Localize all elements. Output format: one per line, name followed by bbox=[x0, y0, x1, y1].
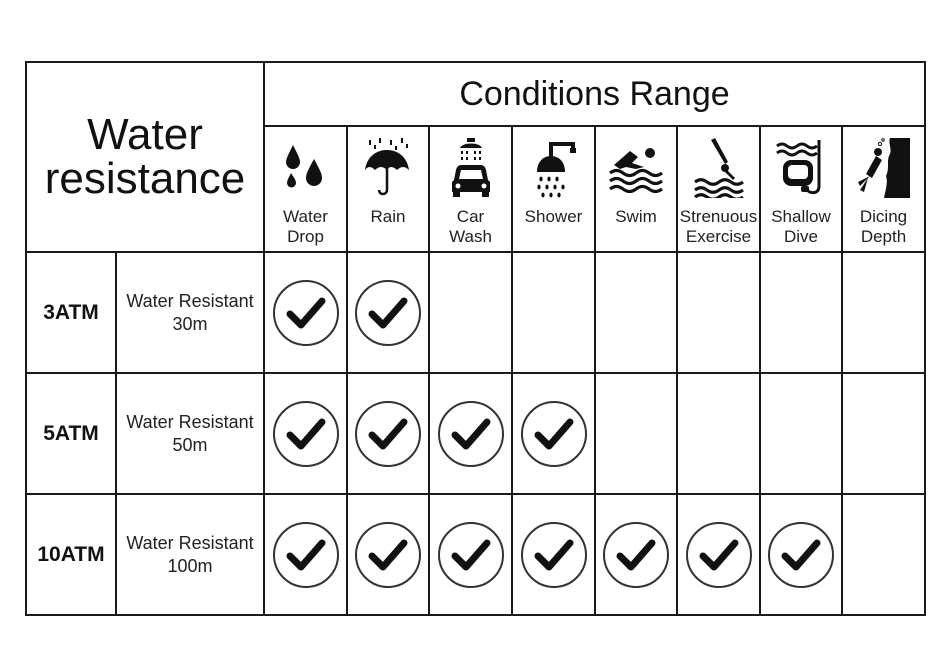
checkmark-icon bbox=[348, 400, 428, 468]
condition-label: Water bbox=[283, 207, 328, 226]
condition-cell bbox=[760, 252, 842, 373]
condition-cell bbox=[429, 373, 512, 494]
condition-label: Shower bbox=[524, 207, 583, 226]
table-title bbox=[26, 62, 264, 252]
rating-description bbox=[116, 494, 264, 615]
condition-label: Swim bbox=[615, 207, 657, 226]
checkmark-icon bbox=[265, 400, 346, 468]
water-resistance-table bbox=[25, 61, 926, 616]
checkmark-icon bbox=[348, 279, 428, 347]
atm-rating: 5ATM bbox=[26, 373, 116, 494]
condition-label: Dive bbox=[783, 227, 818, 246]
condition-cell bbox=[347, 373, 429, 494]
condition-cell bbox=[512, 373, 595, 494]
condition-label: Wash bbox=[449, 227, 492, 246]
checkmark-icon bbox=[513, 521, 594, 589]
condition-cell bbox=[842, 494, 925, 615]
condition-label: Dicing bbox=[859, 207, 908, 226]
rating-description bbox=[116, 373, 264, 494]
condition-car-wash bbox=[429, 126, 512, 252]
checkmark-icon bbox=[348, 521, 428, 589]
condition-swim bbox=[595, 126, 677, 252]
condition-cell bbox=[264, 252, 347, 373]
condition-shower bbox=[512, 126, 595, 252]
condition-label: Car bbox=[456, 207, 485, 226]
condition-cell bbox=[760, 494, 842, 615]
condition-label: Depth bbox=[860, 227, 907, 246]
description-line-2: 100m bbox=[167, 555, 213, 576]
condition-cell bbox=[347, 252, 429, 373]
condition-cell bbox=[760, 373, 842, 494]
rating-row bbox=[26, 373, 925, 494]
snorkel-mask-icon bbox=[773, 138, 829, 198]
condition-cell bbox=[512, 252, 595, 373]
condition-label: Strenuous bbox=[679, 207, 758, 226]
condition-label: Drop bbox=[287, 227, 324, 246]
condition-shallow-dive bbox=[760, 126, 842, 252]
condition-label: Exercise bbox=[685, 227, 752, 246]
condition-cell bbox=[677, 494, 760, 615]
description-line-1: Water Resistant bbox=[126, 532, 254, 553]
condition-cell bbox=[429, 252, 512, 373]
checkmark-icon bbox=[265, 521, 346, 589]
condition-strenuous-exercise bbox=[677, 126, 760, 252]
condition-cell bbox=[842, 252, 925, 373]
atm-rating: 3ATM bbox=[26, 252, 116, 373]
checkmark-icon bbox=[430, 521, 511, 589]
diver-jump-icon bbox=[691, 138, 747, 198]
water-drop-icon bbox=[281, 143, 331, 193]
condition-cell bbox=[842, 373, 925, 494]
swimmer-icon bbox=[608, 143, 664, 193]
condition-cell bbox=[512, 494, 595, 615]
condition-cell bbox=[677, 373, 760, 494]
rating-row bbox=[26, 494, 925, 615]
condition-water-drop bbox=[264, 126, 347, 252]
condition-cell bbox=[347, 494, 429, 615]
condition-cell bbox=[595, 494, 677, 615]
condition-cell bbox=[595, 373, 677, 494]
condition-cell bbox=[264, 494, 347, 615]
condition-rain bbox=[347, 126, 429, 252]
title-line-2: resistance bbox=[44, 154, 246, 203]
title-line-1: Water bbox=[87, 110, 203, 159]
umbrella-icon bbox=[363, 138, 413, 198]
checkmark-icon bbox=[430, 400, 511, 468]
checkmark-icon bbox=[596, 521, 676, 589]
condition-dicing-depth bbox=[842, 126, 925, 252]
description-line-1: Water Resistant bbox=[126, 290, 254, 311]
checkmark-icon bbox=[761, 521, 841, 589]
scuba-diver-icon bbox=[856, 138, 912, 198]
checkmark-icon bbox=[513, 400, 594, 468]
description-line-2: 50m bbox=[172, 434, 208, 455]
rating-description bbox=[116, 252, 264, 373]
condition-label: Shallow bbox=[771, 207, 831, 226]
checkmark-icon bbox=[678, 521, 759, 589]
checkmark-icon bbox=[265, 279, 346, 347]
condition-cell bbox=[595, 252, 677, 373]
condition-cell bbox=[677, 252, 760, 373]
description-line-1: Water Resistant bbox=[126, 411, 254, 432]
condition-label: Rain bbox=[370, 207, 406, 226]
rating-row bbox=[26, 252, 925, 373]
atm-rating: 10ATM bbox=[26, 494, 116, 615]
shower-icon bbox=[529, 138, 579, 198]
car-wash-icon bbox=[446, 138, 496, 198]
condition-cell bbox=[264, 373, 347, 494]
description-line-2: 30m bbox=[172, 313, 208, 334]
condition-cell bbox=[429, 494, 512, 615]
conditions-range-header: Conditions Range bbox=[264, 62, 925, 126]
